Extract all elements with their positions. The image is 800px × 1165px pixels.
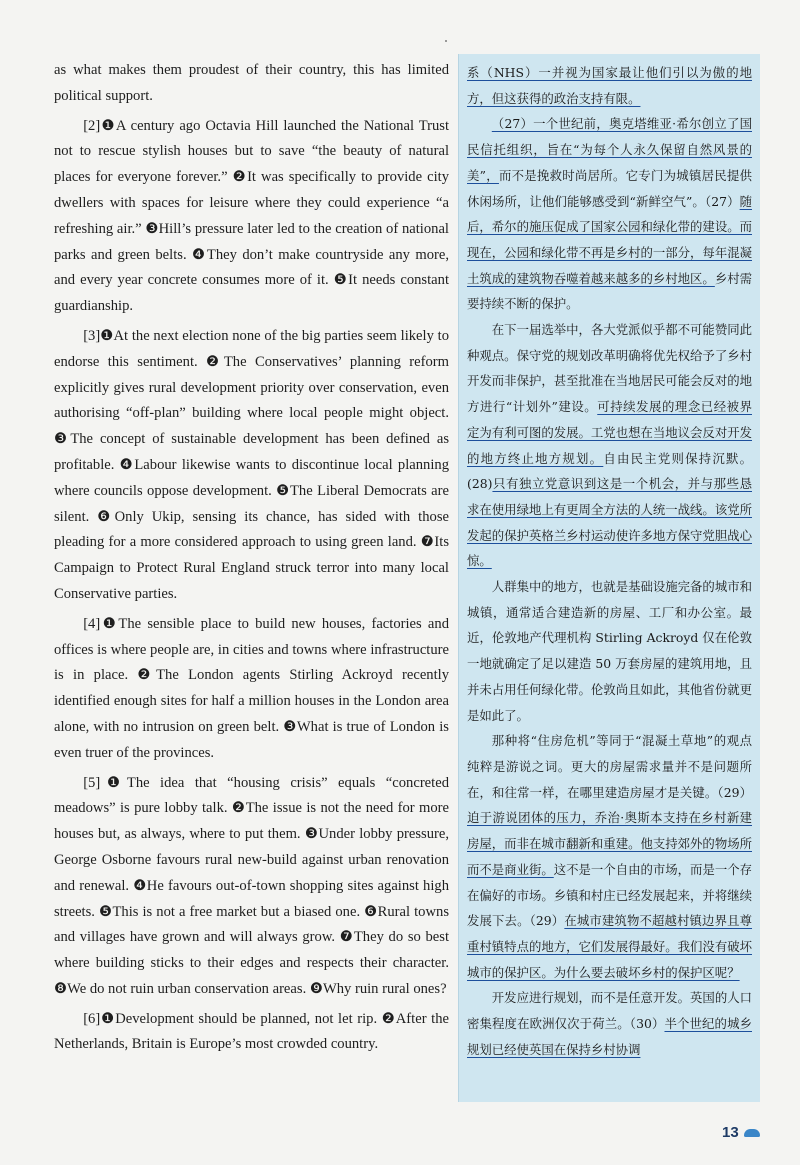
plain-text: 开发应进行规划，而不是任意开发。英国的人口密集程度在欧洲仅次于荷兰。（30） xyxy=(467,990,752,1032)
translation-paragraph-3 xyxy=(467,317,752,574)
plain-text: 自由民主党则保持沉默。(28) xyxy=(467,450,753,492)
plain-text: 在下一届选举中，各大党派似乎都不可能赞同此种观点。保守党的规划改革明确将优先权给予了乡村开发而非保护，甚至批准在当地居民可能会反对的地方进行“计划外”建设。 xyxy=(467,322,752,415)
translation-paragraph-4: 人群集中的地方，也就是基础设施完备的城市和城镇，通常适合建造新的房屋、工厂和办公室。最近，伦敦地产代理机构 Stirling Ackroyd 仅在伦敦一地就确定了足以建造 50 万套房屋的建筑用地，且并未占用任何绿化带。伦敦尚且如此，其他省份就更是如此了。 xyxy=(467,579,752,723)
underlined-text: 迫于游说团体的压力，乔治·奥斯本支持在乡村新建房屋，而非在城市翻新和重建。他支持郊外的物场所而不是商业街。 xyxy=(467,810,752,877)
underlined-text: 只有独立党意识到这是一个机会，并与那些恳求在使用绿地上有更周全方法的人统一战线。该党所发起的保护英格兰乡村运动使许多地方保守党胆战心惊。 xyxy=(467,476,752,569)
english-text-column xyxy=(54,58,449,1062)
plain-text: 而不是挽救时尚居所。它专门为城镇居民提供休闲场所，让他们能够感受到“新鲜空气”。（27） xyxy=(467,167,753,209)
translation-paragraph-5 xyxy=(467,728,752,985)
plain-text: 这不是一个自由的市场，而是一个存在偏好的市场。乡镇和村庄已经发展起来，并将继续发展下去。（29） xyxy=(467,861,753,929)
underlined-text: 在城市建筑物不超越村镇边界且尊重村镇特点的地方，它们发展得最好。我们没有破坏城市的保护区。为什么要去破坏乡村的保护区呢？ xyxy=(467,913,753,980)
translation-paragraph-1-end xyxy=(467,60,752,111)
page-number-decoration-icon xyxy=(744,1129,760,1137)
paragraph-6: [6]❶Development should be planned, not let rip. ❷After the Netherlands, Britain is Europe’s most crowded country. xyxy=(54,1010,449,1053)
underlined-text: （27）一个世纪前，奥克塔维亚·希尔创立了国民信托组织，旨在“为每个人永久保留自然风景的美”， xyxy=(467,116,752,183)
paragraph-4: [4]❶The sensible place to build new houses, factories and offices is where people are, in cities and towns where infrastructure is in place. ❷The London agents Stirling Ackroyd recently identified enough sites for half a million houses in the London area alone, with no intrusion on green belt. ❸What is true of London is even truer of the provinces. xyxy=(54,615,449,761)
paragraph-3: [3]❶At the next election none of the big parties seem likely to endorse this sentiment. ❷The Conservatives’ planning reform explicitly gives rural development priority over conservation, even authorising “off-plan” building where local people might object. ❸The concept of sustainable development has been defined as profitable. ❹Labour likewise wants to discontinue local planning where councils oppose development. ❺The Liberal Democrats are silent. ❻Only Ukip, sensing its chance, has sided with those pleading for a more considered approach to using green land. ❼Its Campaign to Protect Rural England struck terror into many local Conservative parties. xyxy=(54,327,449,602)
paragraph-1-end: as what makes them proudest of their country, this has limited political support. xyxy=(54,62,449,104)
underlined-text: 半个世纪的城乡规划已经使英国在保持乡村协调 xyxy=(467,1016,752,1057)
scan-speck xyxy=(445,40,447,42)
plain-text: 那种将“住房危机”等同于“混凝土草地”的观点纯粹是游说之词。更大的房屋需求量并不是问题所在，和往常一样，在哪里建造房屋才是关键。（29） xyxy=(467,733,752,800)
translation-paragraph-2 xyxy=(467,111,752,317)
underlined-text: 系（NHS）一并视为国家最让他们引以为傲的地方，但这获得的政治支持有限。 xyxy=(467,65,752,106)
translation-paragraph-6 xyxy=(467,985,752,1062)
paragraph-2: [2]❶A century ago Octavia Hill launched the National Trust not to rescue stylish houses but to save “the beauty of natural places for everyone forever.” ❷It was specifically to provide city dwellers with spaces for leisure where they could experience “a refreshing air.” ❸Hill’s pressure later led to the creation of national parks and green belts. ❹They don’t make countryside any more, and every year concrete consumes more of it. ❺It needs constant guardianship. xyxy=(54,117,449,315)
plain-text: 乡村需要持续不断的保护。 xyxy=(467,270,753,312)
underlined-text: 可持续发展的理念已经被界定为有利可图的发展。工党也想在当地议会反对开发的地方终止地方规划。 xyxy=(467,399,752,466)
chinese-translation-column xyxy=(458,54,760,1102)
underlined-text: 随后，希尔的施压促成了国家公园和绿化带的建设。而现在，公园和绿化带不再是乡村的一部分，每年混凝土筑成的建筑物吞噬着越来越多的乡村地区。 xyxy=(467,193,752,286)
paragraph-5: [5]❶The idea that “housing crisis” equals “concreted meadows” is pure lobby talk. ❷The issue is not the need for more houses but, as always, where to put them. ❸Under lobby pressure, George Osborne favours rural new-build against urban renovation and renewal. ❹He favours out-of-town shopping sites against high streets. ❺This is not a free market but a biased one. ❻Rural towns and villages have grown and will always grow. ❼They do so best where building sticks to their edges and respects their character. ❽We do not ruin urban conservation areas. ❾Why ruin rural ones? xyxy=(54,774,449,997)
page-number: 13 xyxy=(722,1124,739,1141)
